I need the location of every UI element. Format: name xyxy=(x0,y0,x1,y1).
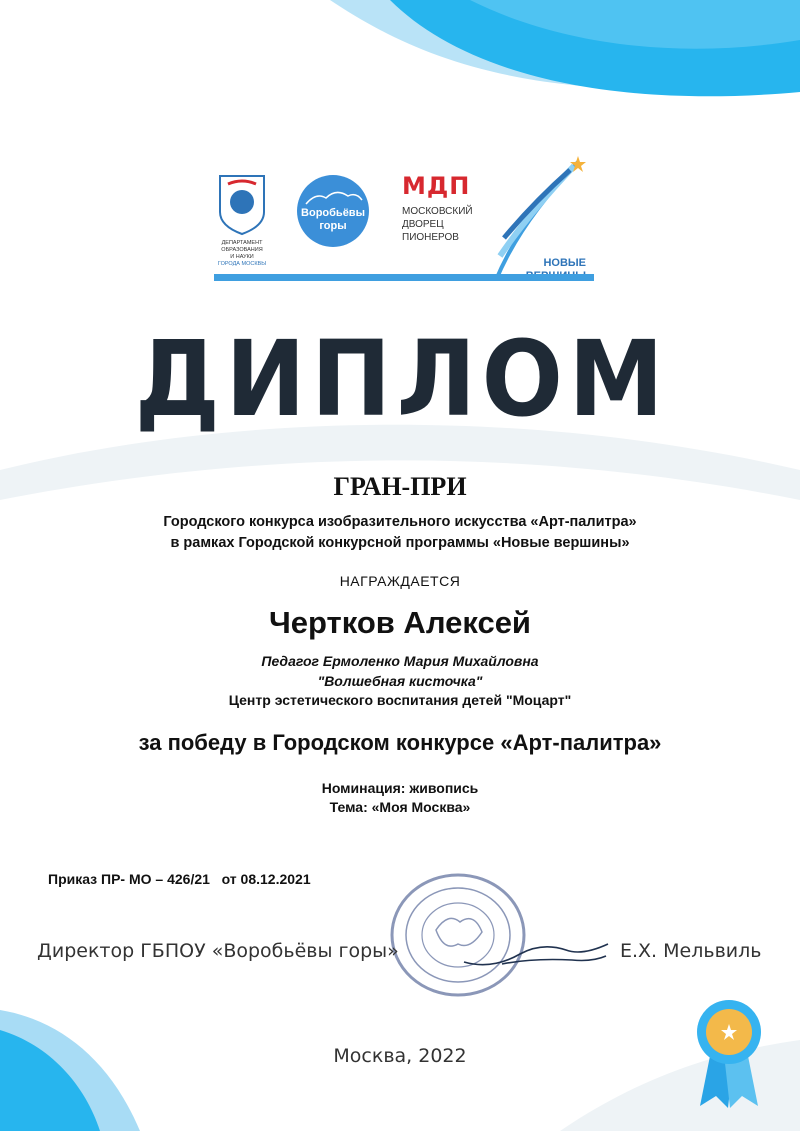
center-line: Центр эстетического воспитания детей "Моцарт" xyxy=(228,692,572,708)
contest-line-2: в рамках Городской конкурсной программы «Новые вершины» xyxy=(170,535,630,551)
award-title: ГРАН-ПРИ xyxy=(333,472,467,501)
award-reason: за победу в Городском конкурсе «Арт-палитра» xyxy=(138,730,662,755)
dept-education-logo xyxy=(214,170,270,270)
studio-line: "Волшебная кисточка" xyxy=(317,673,483,689)
director-name: Е.Х. Мельвиль xyxy=(620,940,762,962)
mdp-logo-line2: ДВОРЕЦ xyxy=(402,219,444,230)
city-year: Москва, 2022 xyxy=(333,1045,467,1067)
mdp-logo-mark: МДП xyxy=(402,172,471,200)
director-title: Директор ГБПОУ «Воробьёвы горы» xyxy=(37,940,399,962)
mdp-logo-line1: МОСКОВСКИЙ xyxy=(402,206,473,217)
dept-logo-line3: И НАУКИ xyxy=(230,254,254,260)
dept-logo-line4: ГОРОДА МОСКВЫ xyxy=(217,261,267,267)
mdp-logo-line3: ПИОНЕРОВ xyxy=(402,232,459,243)
nomination-line: Номинация: живопись xyxy=(321,780,479,796)
recipient-name: Чертков Алексей xyxy=(268,605,531,640)
order-line: Приказ ПР- МО – 426/21 от 08.12.2021 xyxy=(48,871,311,887)
vorobyovy-gory-logo xyxy=(296,174,370,248)
mdp-logo xyxy=(400,172,490,252)
dept-logo-line2: ОБРАЗОВАНИЯ xyxy=(221,247,263,253)
teacher-line: Педагог Ермоленко Мария Михайловна xyxy=(261,653,539,669)
logos-divider xyxy=(214,274,594,281)
official-stamp xyxy=(388,872,528,998)
theme-line: Тема: «Моя Москва» xyxy=(329,799,471,815)
awarded-label: НАГРАЖДАЕТСЯ xyxy=(339,573,461,589)
signature xyxy=(462,936,612,974)
novye-vershiny-logo xyxy=(490,152,590,284)
dept-logo-line1: ДЕПАРТАМЕНТ xyxy=(221,240,263,246)
contest-line-1: Городского конкурса изобразительного искусства «Арт-палитра» xyxy=(163,514,637,530)
diploma-title: ДИПЛОМ xyxy=(134,318,670,440)
vershiny-logo-line1: НОВЫЕ xyxy=(543,257,586,269)
vorobyovy-logo-line1: Воробьёвы xyxy=(301,207,365,219)
vorobyovy-logo-line2: горы xyxy=(319,220,347,232)
